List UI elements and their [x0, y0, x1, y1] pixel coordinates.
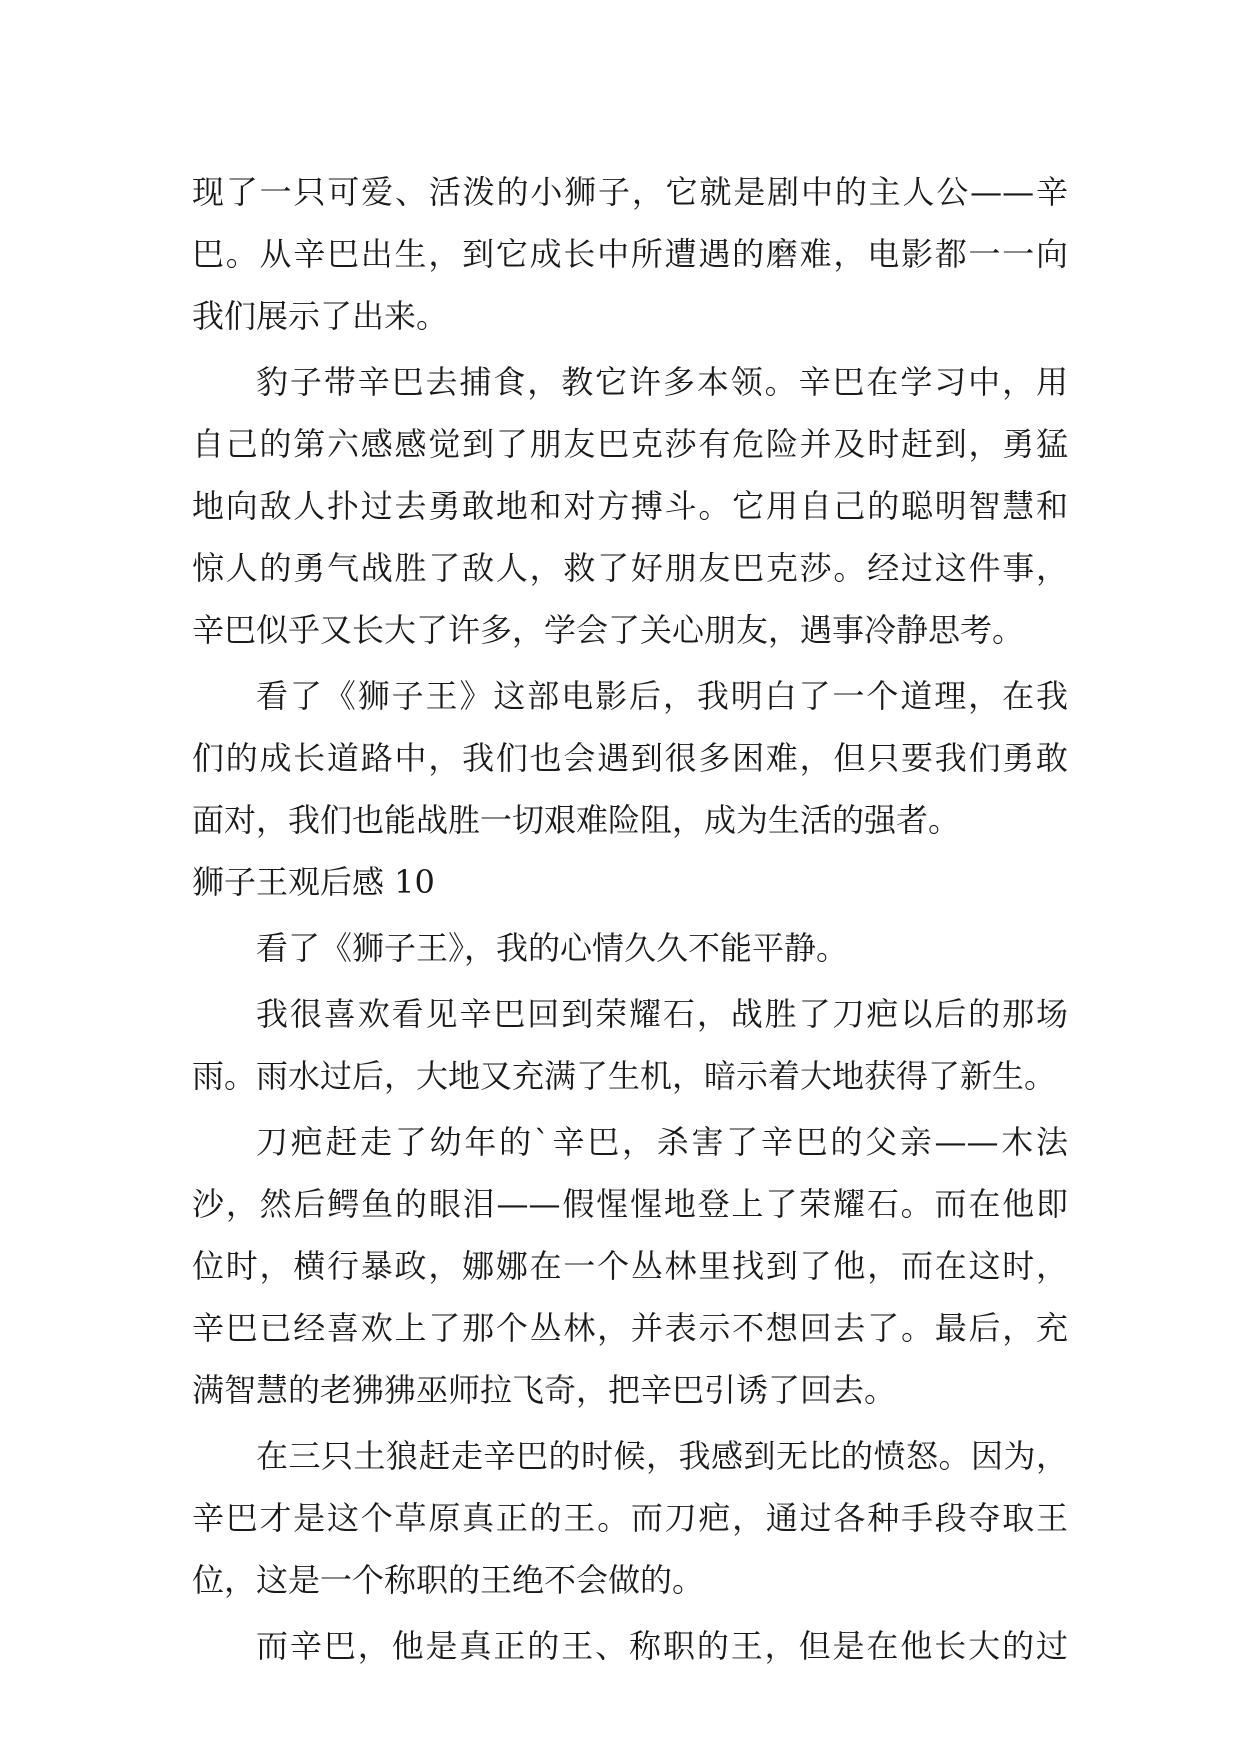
document-body [192, 161, 1068, 1677]
paragraph [192, 161, 1068, 347]
paragraph [192, 1425, 1068, 1611]
text-line: 刀疤赶走了幼年的`辛巴，杀害了辛巴的父亲——木法 [256, 1123, 1068, 1161]
text-line: 在三只土狼赶走辛巴的时候，我感到无比的愤怒。因为， [256, 1437, 1068, 1475]
text-line: 辛巴才是这个草原真正的王。而刀疤，通过各种手段夺取王 [192, 1499, 1068, 1537]
text-line: 辛巴已经喜欢上了那个丛林，并表示不想回去了。最后，充 [192, 1309, 1068, 1347]
text-line: 位时，横行暴政，娜娜在一个丛林里找到了他，而在这时， [192, 1247, 1068, 1285]
text-line: 们的成长道路中，我们也会遇到很多困难，但只要我们勇敢 [192, 739, 1068, 777]
paragraph [192, 1111, 1068, 1421]
text-line: 看了《狮子王》这部电影后，我明白了一个道理，在我 [256, 677, 1068, 715]
paragraph [192, 917, 1068, 979]
text-line: 而辛巴，他是真正的王、称职的王，但是在他长大的过 [256, 1627, 1068, 1665]
paragraph [192, 983, 1068, 1107]
section-heading: 狮子王观后感 10 [192, 863, 435, 901]
text-line: 豹子带辛巴去捕食，教它许多本领。辛巴在学习中，用 [256, 363, 1068, 401]
text-line: 辛巴似乎又长大了许多，学会了关心朋友，遇事冷静思考。 [192, 611, 1025, 649]
text-line: 现了一只可爱、活泼的小狮子，它就是剧中的主人公——辛 [192, 173, 1068, 211]
text-line: 看了《狮子王》，我的心情久久不能平静。 [256, 929, 849, 967]
text-line: 巴。从辛巴出生，到它成长中所遭遇的磨难，电影都一一向 [192, 235, 1068, 273]
text-line: 位，这是一个称职的王绝不会做的。 [192, 1561, 705, 1599]
text-line: 面对，我们也能战胜一切艰难险阻，成为生活的强者。 [192, 801, 961, 839]
text-line: 满智慧的老狒狒巫师拉飞奇，把辛巴引诱了回去。 [192, 1371, 897, 1409]
paragraph [192, 665, 1068, 851]
paragraph [192, 1615, 1068, 1677]
text-line: 我们展示了出来。 [192, 297, 449, 335]
text-line: 自己的第六感感觉到了朋友巴克莎有危险并及时赶到，勇猛 [192, 425, 1068, 463]
text-line: 惊人的勇气战胜了敌人，救了好朋友巴克莎。经过这件事， [192, 549, 1068, 587]
text-line: 我很喜欢看见辛巴回到荣耀石，战胜了刀疤以后的那场 [256, 995, 1068, 1033]
text-line: 地向敌人扑过去勇敢地和对方搏斗。它用自己的聪明智慧和 [192, 487, 1068, 525]
paragraph [192, 351, 1068, 661]
text-line: 雨。雨水过后，大地又充满了生机，暗示着大地获得了新生。 [192, 1057, 1057, 1095]
text-line: 沙，然后鳄鱼的眼泪——假惺惺地登上了荣耀石。而在他即 [192, 1185, 1068, 1223]
